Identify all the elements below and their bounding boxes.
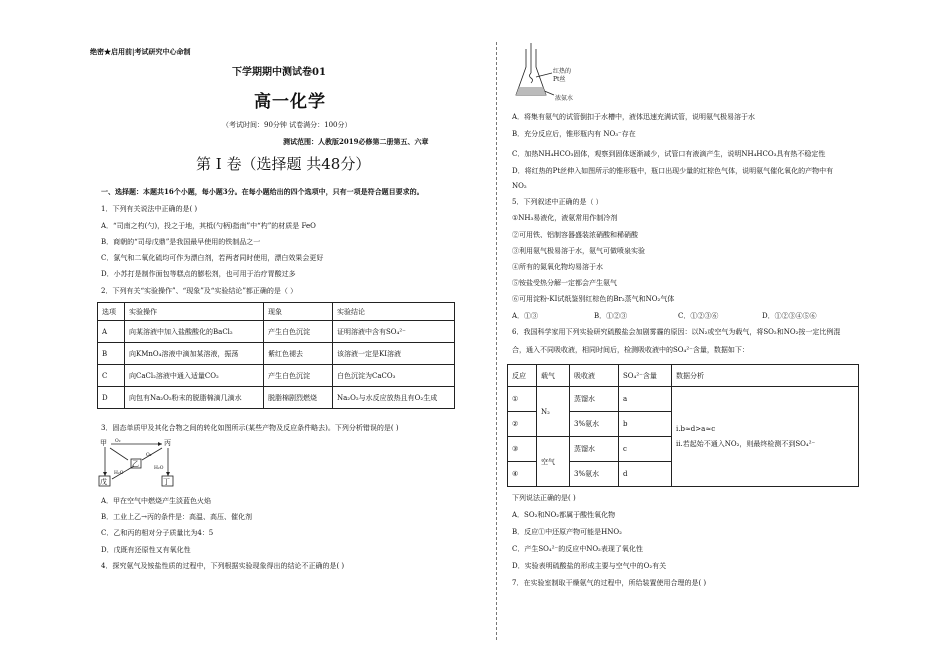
q7-stem: 7．在实验室制取干燥氨气的过程中，所给装置使用合理的是( ) [512,579,707,587]
q6-cell: ③ [508,437,537,462]
arrowhead-icon [166,472,170,476]
q2-cell: 证明溶液中含有SO₄²⁻ [333,321,455,343]
q2-cell: 向KMnO₄溶液中滴加某溶液，振荡 [125,343,264,365]
q6-header: 载气 [537,365,570,387]
column-divider [496,42,497,640]
q5-item: ⑤铵盐受热分解一定都会产生氨气 [512,279,617,287]
q2-header: 选项 [98,303,125,321]
q6-option-d: D．实验表明硫酸盐的形成主要与空气中的O₂有关 [512,562,667,570]
q6-stem-line1: 6．我国科学家用下列实验研究硫酸盐会加剧雾霾的原因：以N₂或空气为载气，将SO₂和NO₂按一定比例混 [512,328,841,336]
node-jia: 甲 [100,439,107,447]
q2-header: 实验操作 [125,303,264,321]
q6-cell: 3%氨水 [570,412,619,437]
q2-cell: 产生白色沉淀 [264,321,333,343]
q4-option-d-line2: NO₂ [512,182,527,190]
q6-table [507,364,859,487]
q6-cell-carrier: 空气 [537,437,570,487]
arrow-yi-bing [142,448,162,460]
q3-option-b: B．工业上乙→丙的条件是：高温、高压、催化剂 [101,513,253,521]
q6-header: SO₄²⁻含量 [619,365,672,387]
q6-question: 下列说法正确的是( ) [512,494,576,502]
paper-title: 高一化学 [254,92,326,112]
ammonia-liquid [516,87,546,95]
q6-cell: ④ [508,462,537,487]
q5-item: ④所有的氮氧化物均易溶于水 [512,263,603,271]
q4-option-d-line1: D．将红热的Pt丝伸入如图所示的锥形瓶中，瓶口出现少量的红棕色气体，说明氨气催化氧化的产物中有 [512,167,834,175]
edge-label-o2: O₂ [146,453,152,458]
q2-cell: 白色沉淀为CaCO₃ [333,365,455,387]
q2-cell: 向CaCl₂溶液中通入适量CO₂ [125,365,264,387]
q2-cell: B [98,343,125,365]
q4-option-b: B．充分反应后，锥形瓶内有 NO₃⁻存在 [512,130,636,138]
q6-option-c: C．产生SO₄²⁻的反应中NO₂表现了氧化性 [512,545,643,553]
q2-cell: Na₂O₂与水反应放热且有O₂生成 [333,387,455,409]
q4-stem: 4．探究氨气及铵盐性质的过程中，下列根据实验现象得出的结论不正确的是( ) [101,562,345,570]
q2-header: 实验结论 [333,303,455,321]
q6-header: 吸收液 [570,365,619,387]
q5-option-b: B．①②③ [594,312,628,320]
q6-cell: a [619,387,672,412]
q1-option-c: C．氯气和二氧化硫均可作为漂白剂，若两者同时使用，漂白效果会更好 [101,254,324,262]
q2-cell: D [98,387,125,409]
q1-option-b: B．商朝的“司母戊鼎”是我国最早使用的铁制品之一 [101,238,261,246]
node-ding: 丁 [163,478,170,486]
q3-option-c: C．乙和丙的相对分子质量比为4：5 [101,529,214,537]
q6-option-b: B．反应①中还原产物可能是HNO₂ [512,528,622,536]
q6-cell: d [619,462,672,487]
edge-label-o2: O₂ [115,439,121,444]
edge-label-h2o: H₂O [114,471,124,476]
q6-cell: b [619,412,672,437]
q4-option-c: C．加热NH₄HCO₃固体，观察到固体逐渐减少，试管口有液滴产生，说明NH₄HCO₃具有热不稳定性 [512,150,826,158]
q6-cell: ② [508,412,537,437]
q2-cell: 向包有Na₂O₂粉末的脱脂棉滴几滴水 [125,387,264,409]
q6-header: 数据分析 [672,365,859,387]
figure-label-hot: 红热的 [553,68,572,75]
q5-item: ③利用氨气极易溶于水，氨气可做喷泉实验 [512,247,645,255]
arrow-jia-yi [110,448,128,460]
q5-option-a: A．①③ [512,312,539,320]
q6-cell: 3%氨水 [570,462,619,487]
q6-cell-carrier: N₂ [537,387,570,437]
q6-option-a: A．SO₂和NO₂都属于酸性氧化物 [512,511,616,519]
q4-flask-figure [512,43,587,105]
q5-item: ⑥可用淀粉-KI试纸鉴别红棕色的Br₂蒸气和NO₂气体 [512,295,675,303]
q6-analysis-line: ⅱ.若起始不通入NO₂，则最终检测不到SO₄²⁻ [676,439,816,448]
q1-option-d: D．小苏打是制作面包等糕点的膨松剂，也可用于治疗胃酸过多 [101,270,296,278]
pt-wire-coil [530,73,533,83]
q5-option-d: D．①②③④⑤⑥ [762,312,817,320]
q6-cell: 蒸馏水 [570,387,619,412]
q2-cell: C [98,365,125,387]
arrowhead-icon [103,472,107,476]
q4-option-a: A．将集有氨气的试管倒扣于水槽中，液体迅速充满试管，说明氨气极易溶于水 [512,113,756,121]
q3-transformation-diagram [98,436,178,488]
q3-option-a: A．甲在空气中燃烧产生淡蓝色火焰 [101,497,212,505]
q5-item: ①NH₃易液化，液氨常用作制冷剂 [512,214,618,222]
q2-cell: A [98,321,125,343]
paper-subtitle: 下学期期中测试卷01 [232,67,326,78]
q2-cell: 脱脂棉剧烈燃烧 [264,387,333,409]
q3-option-d: D．戊既有还原性又有氧化性 [101,546,191,554]
q6-analysis [672,387,859,487]
edge-label-h2o: H₂O [154,466,164,471]
figure-label-pt: Pt丝 [553,76,566,83]
q2-header: 现象 [264,303,333,321]
secret-label: 绝密★启用前|考试研究中心命制 [90,47,191,56]
q2-table [97,302,455,409]
q1-option-a: A．“司南之杓(勺)，投之于地，其柢(勺柄)指南”中“杓”的材质是 FeO [101,222,316,230]
instructions: 一、选择题：本题共16个小题，每小题3分。在每小题给出的四个选项中，只有一项是符合题目要求的。 [101,187,424,196]
exam-scope: 测试范围：人教版2019必修第二册第五、六章 [283,137,429,146]
node-wu: 戊 [100,478,107,486]
node-yi: 乙 [132,460,139,468]
q6-header: 反应 [508,365,537,387]
figure-label-ammonia: 浓氨水 [555,95,574,102]
q6-stem-line2: 合，通入不同吸收液，相同时间后，检测吸收液中的SO₄²⁻含量，数据如下： [512,346,749,354]
q2-cell: 向某溶液中加入盐酸酸化的BaCl₂ [125,321,264,343]
q6-cell: 蒸馏水 [570,437,619,462]
q6-cell: c [619,437,672,462]
q6-cell: ① [508,387,537,412]
q5-stem: 5．下列叙述中正确的是（ ） [512,198,603,206]
node-bing: 丙 [164,439,171,447]
q2-cell: 该溶液一定是KI溶液 [333,343,455,365]
section-title: 第 I 卷（选择题 共48分） [196,155,371,173]
arrowhead-icon [158,442,162,446]
q6-analysis-line: ⅰ.b≈d>a≈c [676,424,716,433]
q2-cell: 紫红色褪去 [264,343,333,365]
q2-cell: 产生白色沉淀 [264,365,333,387]
q3-stem: 3．固态单质甲及其化合物之间的转化如图所示(某些产物及反应条件略去)。下列分析错误的是( ) [101,424,399,432]
q1-stem: 1．下列有关说法中正确的是( ) [101,205,198,213]
q5-option-c: C．①②③⑥ [678,312,719,320]
q2-stem: 2．下列有关“实验操作”、“现象”及“实验结论”都正确的是（ ） [101,287,298,295]
q5-item: ②可用铁、铝制容器盛装浓硝酸和稀硝酸 [512,231,638,239]
exam-info: （考试时间：90分钟 试卷满分：100分） [222,121,352,129]
